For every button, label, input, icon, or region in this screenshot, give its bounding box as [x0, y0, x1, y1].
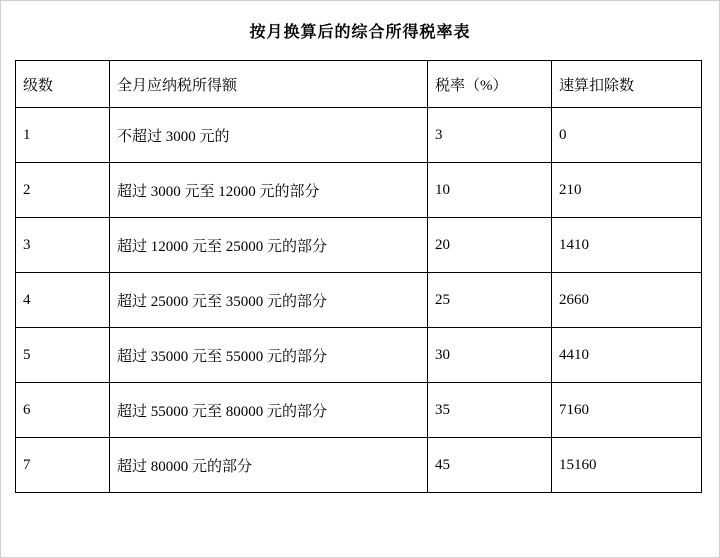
- cell-taxable-income: 超过 55000 元至 80000 元的部分: [110, 383, 428, 438]
- cell-level: 3: [16, 218, 110, 273]
- cell-tax-rate: 25: [428, 273, 552, 328]
- cell-level: 2: [16, 163, 110, 218]
- cell-level: 7: [16, 438, 110, 493]
- cell-tax-rate: 10: [428, 163, 552, 218]
- cell-taxable-income: 超过 35000 元至 55000 元的部分: [110, 328, 428, 383]
- table-row: [16, 328, 702, 383]
- column-header-taxable-income: 全月应纳税所得额: [110, 61, 428, 108]
- table-header-row: [16, 61, 702, 108]
- cell-tax-rate: 45: [428, 438, 552, 493]
- cell-taxable-income: 超过 3000 元至 12000 元的部分: [110, 163, 428, 218]
- cell-level: 5: [16, 328, 110, 383]
- cell-tax-rate: 35: [428, 383, 552, 438]
- cell-quick-deduction: 1410: [552, 218, 702, 273]
- cell-taxable-income: 超过 80000 元的部分: [110, 438, 428, 493]
- table-row: [16, 438, 702, 493]
- cell-tax-rate: 30: [428, 328, 552, 383]
- page-title: 按月换算后的综合所得税率表: [249, 24, 471, 41]
- tax-rate-table: [15, 60, 702, 493]
- cell-quick-deduction: 210: [552, 163, 702, 218]
- cell-quick-deduction: 4410: [552, 328, 702, 383]
- table-row: [16, 218, 702, 273]
- table-row: [16, 108, 702, 163]
- column-header-quick-deduction: 速算扣除数: [552, 61, 702, 108]
- cell-taxable-income: 超过 25000 元至 35000 元的部分: [110, 273, 428, 328]
- cell-quick-deduction: 2660: [552, 273, 702, 328]
- column-header-level: 级数: [16, 61, 110, 108]
- cell-level: 1: [16, 108, 110, 163]
- table-row: [16, 163, 702, 218]
- cell-taxable-income: 超过 12000 元至 25000 元的部分: [110, 218, 428, 273]
- table-row: [16, 273, 702, 328]
- table-container: [1, 60, 719, 493]
- cell-quick-deduction: 0: [552, 108, 702, 163]
- cell-tax-rate: 20: [428, 218, 552, 273]
- cell-tax-rate: 3: [428, 108, 552, 163]
- column-header-tax-rate: 税率（%）: [428, 61, 552, 108]
- cell-quick-deduction: 15160: [552, 438, 702, 493]
- table-row: [16, 383, 702, 438]
- cell-quick-deduction: 7160: [552, 383, 702, 438]
- cell-level: 4: [16, 273, 110, 328]
- cell-taxable-income: 不超过 3000 元的: [110, 108, 428, 163]
- cell-level: 6: [16, 383, 110, 438]
